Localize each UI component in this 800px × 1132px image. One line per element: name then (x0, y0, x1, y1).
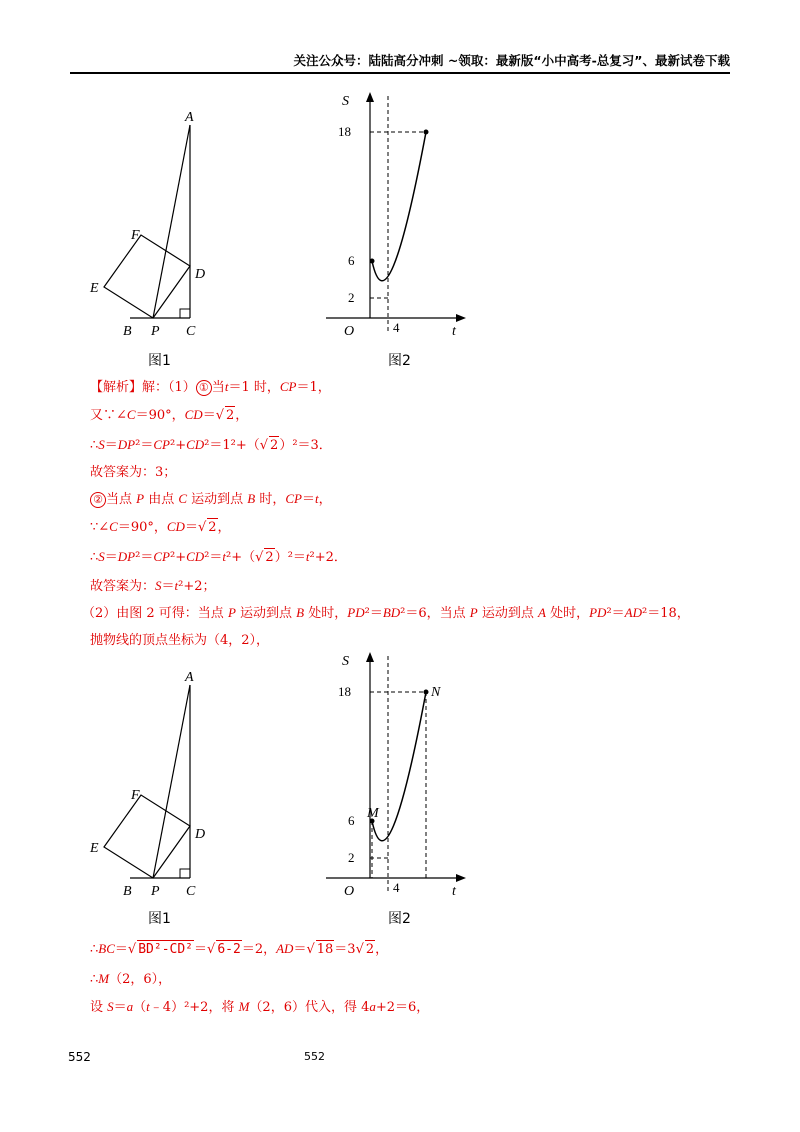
label-D: D (195, 267, 206, 282)
analysis-line-1: 【解析】解：（1） ① 当t＝1 时，CP＝1， (90, 379, 331, 395)
caption-fig1-bottom: 图1 (148, 911, 171, 927)
label-E-2: E (90, 841, 99, 856)
analysis-line-8: 故答案为：S＝t²+2； (90, 578, 216, 594)
graph-figure-2-annotated (320, 652, 480, 912)
caption-fig2-top: 图2 (388, 353, 411, 369)
tick-4-2: 4 (393, 880, 400, 895)
analysis-line-5: ② 当点 P 由点 C 运动到点 B 时，CP＝t， (90, 490, 332, 509)
label-P: P (151, 324, 160, 339)
caption-fig2-bottom: 图2 (388, 911, 411, 927)
label-D-2: D (195, 827, 206, 842)
triangle-figure-1 (80, 105, 220, 345)
analysis-line-11: ∴BC＝√ BD²-CD²＝√ 6-2＝2，AD＝√ 18＝3√ 2， (90, 941, 389, 957)
page-number-left: 552 (68, 1050, 91, 1064)
tick-2-2: 2 (348, 850, 355, 865)
analysis-line-12: ∴M（2，6）， (90, 971, 172, 987)
axis-S-label: S (342, 94, 349, 109)
triangle-figure-1-repeat (80, 665, 220, 905)
axis-S-label-2: S (342, 654, 349, 669)
graph-figure-2 (320, 92, 480, 352)
label-E: E (90, 281, 99, 296)
analysis-line-9: （2）由图 2 可得：当点 P 运动到点 B 处时，PD²＝BD²＝6，当点 P 运动到点 A 处时，PD²＝AD²＝18， (82, 605, 690, 621)
origin-O: O (344, 324, 355, 339)
analysis-line-3: ∴S＝DP²＝CP²+CD²＝1²+（√ 2）²＝3． (90, 437, 332, 453)
origin-O-2: O (344, 884, 355, 899)
label-A: A (185, 110, 194, 125)
analysis-line-13: 设 S＝a（t﹣4）²+2，将 M（2，6）代入，得 4a+2＝6， (90, 999, 430, 1015)
page-number-center: 552 (304, 1050, 325, 1063)
tick-18: 18 (338, 124, 351, 139)
axis-t-label-2: t (452, 884, 456, 899)
tick-6-2: 6 (348, 813, 355, 828)
point-N-label: N (431, 685, 441, 700)
analysis-line-2: 又∵∠C＝90°，CD＝√ 2， (90, 407, 249, 423)
axis-t-label: t (452, 324, 456, 339)
label-C-2: C (186, 884, 196, 899)
label-C: C (186, 324, 196, 339)
label-F: F (131, 228, 140, 243)
point-M-label: M (367, 806, 379, 821)
tick-4: 4 (393, 320, 400, 335)
tick-18-2: 18 (338, 684, 351, 699)
label-A-2: A (185, 670, 194, 685)
analysis-line-7: ∴S＝DP²＝CP²+CD²＝t²+（√ 2）²＝t²+2． (90, 549, 347, 565)
label-B-2: B (123, 884, 132, 899)
tick-6: 6 (348, 253, 355, 268)
analysis-line-10: 抛物线的顶点坐标为（4，2）， (90, 633, 270, 648)
analysis-line-6: ∵∠C＝90°，CD＝√ 2， (90, 519, 231, 535)
label-F-2: F (131, 788, 140, 803)
analysis-line-4: 故答案为：3； (90, 465, 177, 480)
page-header: 关注公众号：陆陆高分冲刺 ~领取：最新版“小中高考-总复习”、最新试卷下载 (70, 52, 730, 74)
label-P-2: P (151, 884, 160, 899)
tick-2: 2 (348, 290, 355, 305)
label-B: B (123, 324, 132, 339)
caption-fig1-top: 图1 (148, 353, 171, 369)
